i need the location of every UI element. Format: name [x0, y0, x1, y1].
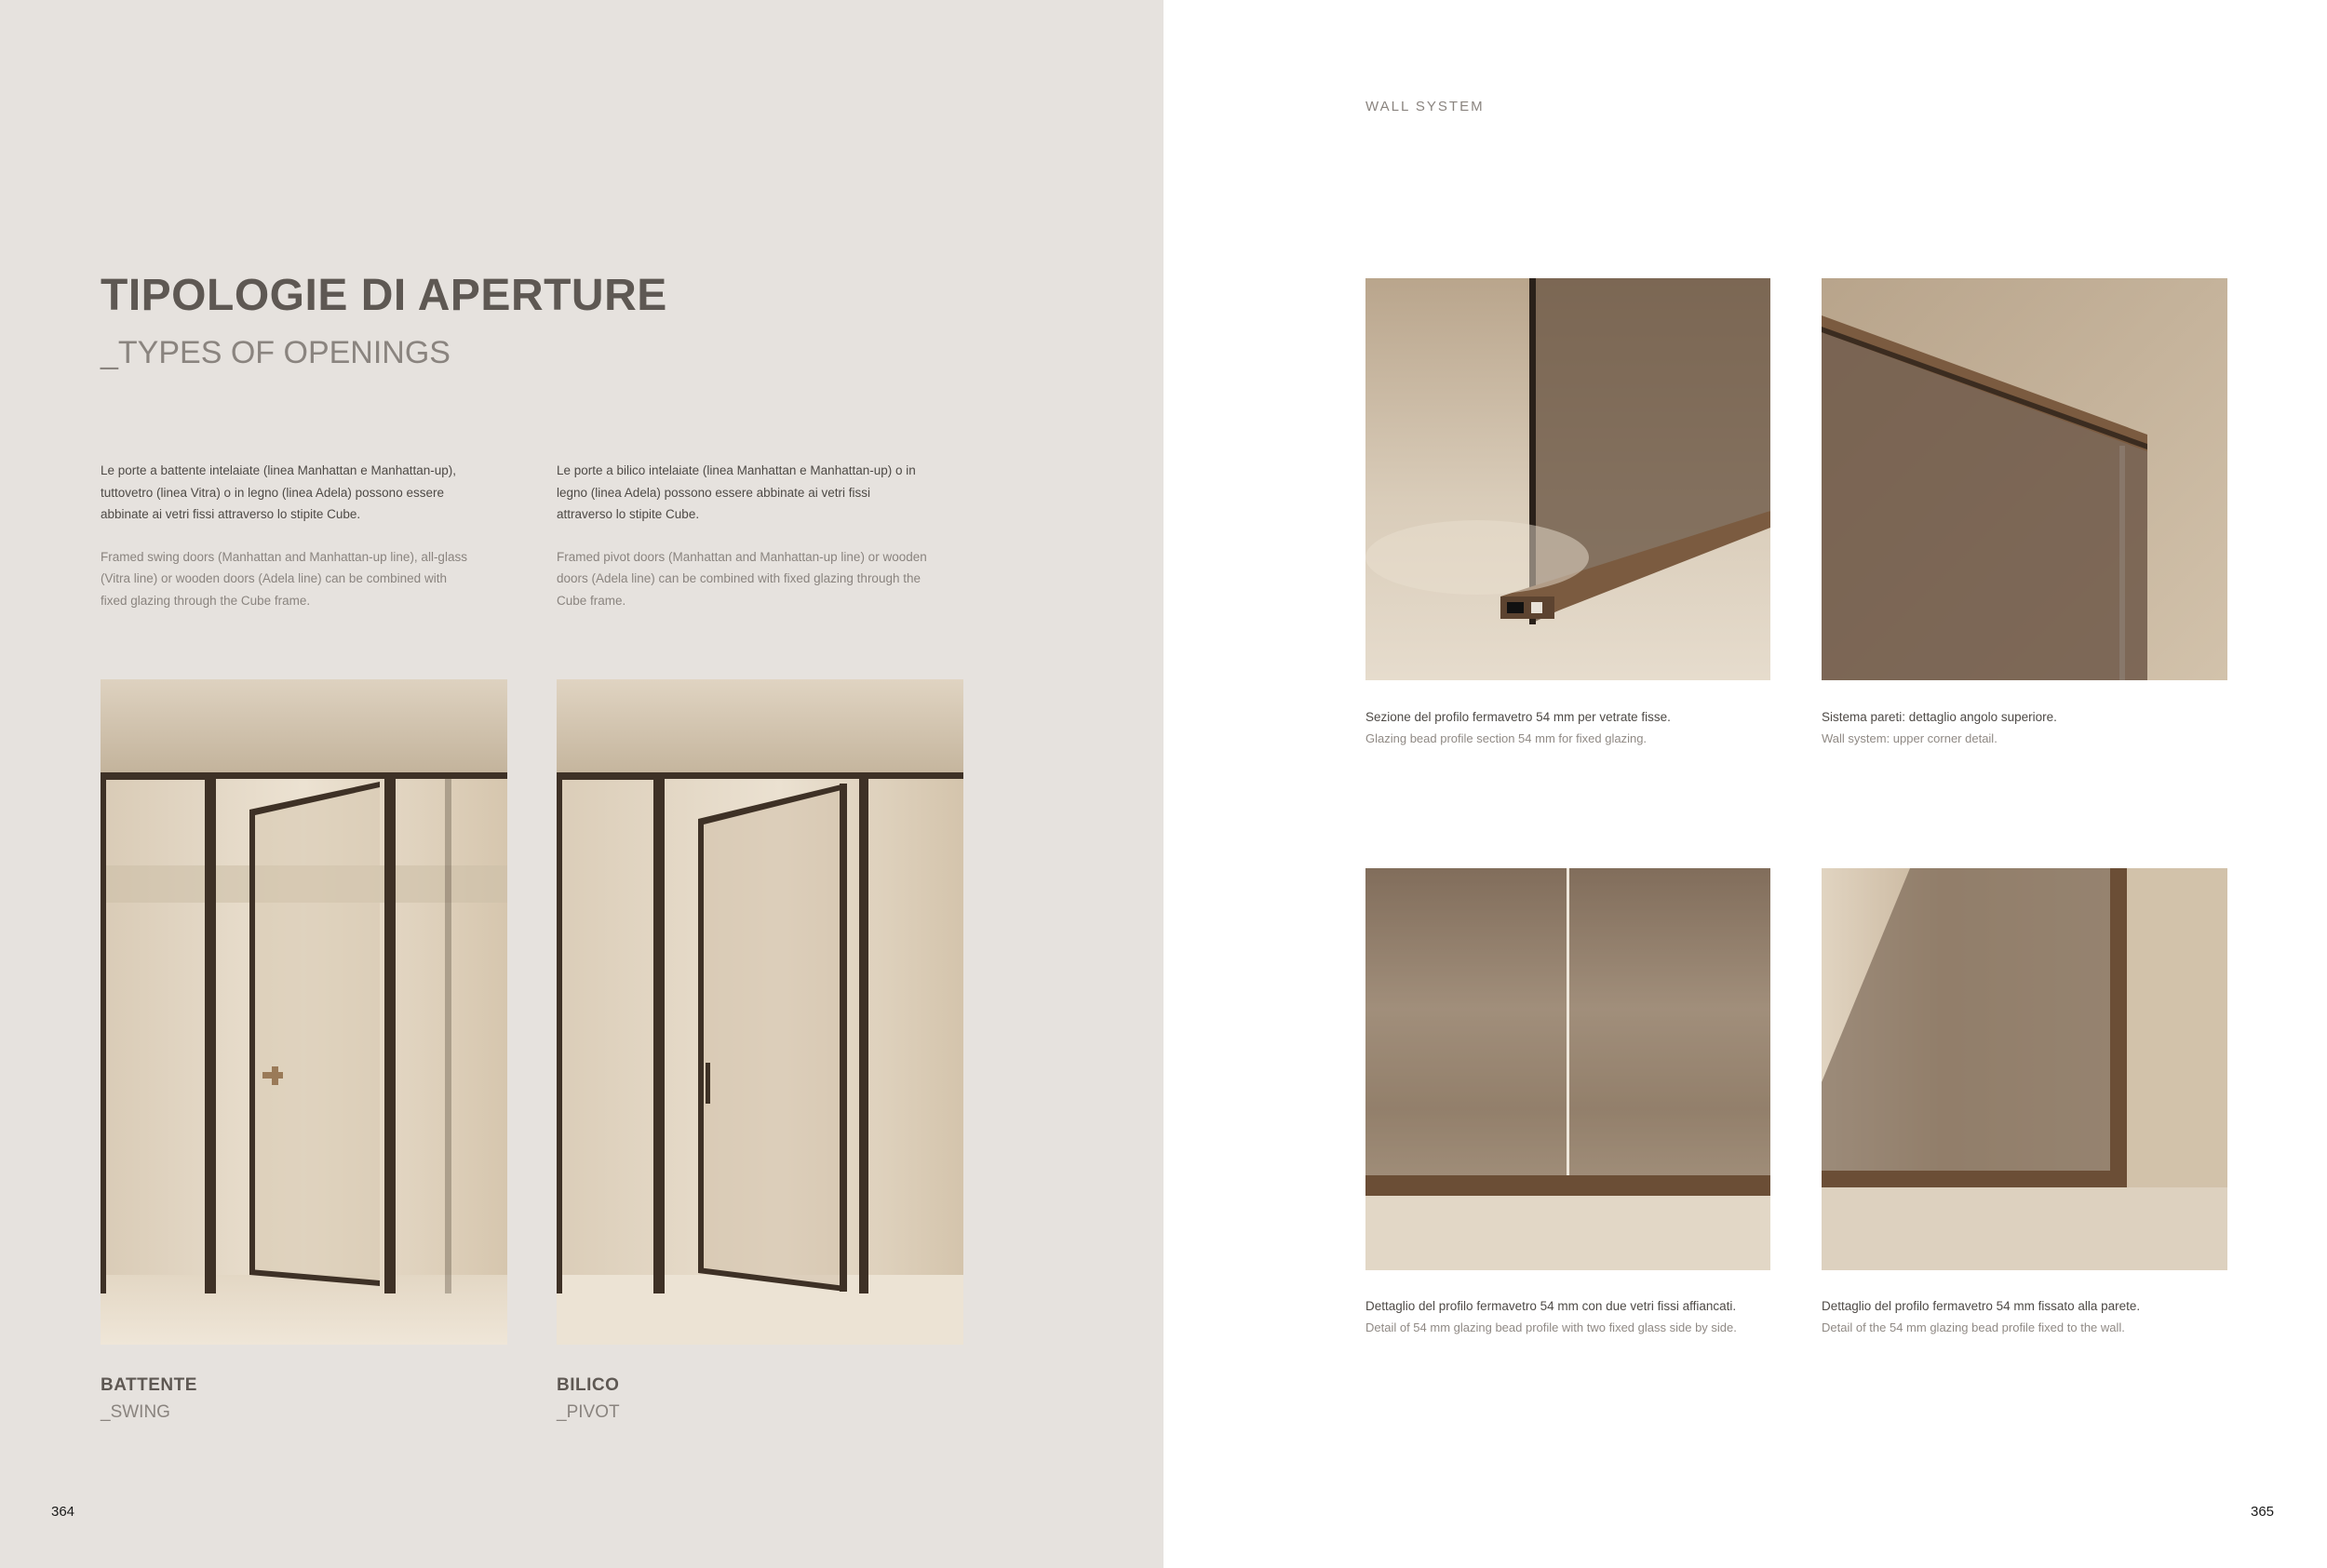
detail-caption-3	[1365, 1296, 1775, 1338]
detail-caption-1-en: Glazing bead profile section 54 mm for fixed glazing.	[1365, 731, 1648, 745]
profile-section-photo	[1365, 278, 1770, 680]
page-subtitle: _TYPES OF OPENINGS	[101, 335, 451, 370]
detail-caption-1	[1365, 707, 1775, 749]
pivot-sublabel: _PIVOT	[557, 1402, 620, 1422]
detail-caption-1-it: Sezione del profilo fermavetro 54 mm per vetrate fisse.	[1365, 710, 1671, 724]
pivot-description-en: Framed pivot doors (Manhattan and Manhattan-up line) or wooden doors (Adela line) can be combined with fixed glazing through the Cube frame.	[557, 549, 927, 608]
swing-description-en: Framed swing doors (Manhattan and Manhattan-up line), all-glass (Vitra line) or wooden doors (Adela line) can be combined with fixed glazing through the Cube frame.	[101, 549, 467, 608]
pivot-label: BILICO	[557, 1375, 620, 1395]
pivot-door-photo	[557, 679, 963, 1345]
swing-sublabel: _SWING	[101, 1402, 170, 1422]
detail-caption-4-en: Detail of the 54 mm glazing bead profile fixed to the wall.	[1822, 1320, 2125, 1334]
two-glass-photo	[1365, 868, 1770, 1270]
swing-door-photo	[101, 679, 507, 1345]
detail-caption-3-en: Detail of 54 mm glazing bead profile with two fixed glass side by side.	[1365, 1320, 1737, 1334]
page-number-left: 364	[51, 1504, 75, 1520]
detail-caption-4	[1822, 1296, 2231, 1338]
wall-fixing-photo	[1822, 868, 2227, 1270]
detail-caption-4-it: Dettaglio del profilo fermavetro 54 mm fissato alla parete.	[1822, 1299, 2141, 1313]
pivot-description	[557, 460, 929, 611]
swing-description-it: Le porte a battente intelaiate (linea Manhattan e Manhattan-up), tuttovetro (linea Vitra) o in legno (linea Adela) possono essere abbinate ai vetri fissi attraverso lo stipite Cube.	[101, 463, 457, 521]
detail-caption-3-it: Dettaglio del profilo fermavetro 54 mm con due vetri fissi affiancati.	[1365, 1299, 1737, 1313]
detail-caption-2-it: Sistema pareti: dettaglio angolo superiore.	[1822, 710, 2057, 724]
detail-caption-2	[1822, 707, 2231, 749]
page-number-right: 365	[2251, 1504, 2275, 1520]
swing-label: BATTENTE	[101, 1375, 197, 1395]
upper-corner-photo	[1822, 278, 2227, 680]
section-label: WALL SYSTEM	[1365, 99, 1485, 114]
pivot-description-it: Le porte a bilico intelaiate (linea Manhattan e Manhattan-up) o in legno (linea Adela) possono essere abbinate ai vetri fissi attraverso lo stipite Cube.	[557, 463, 916, 521]
page-title: TIPOLOGIE DI APERTURE	[101, 271, 667, 320]
swing-description	[101, 460, 473, 611]
detail-caption-2-en: Wall system: upper corner detail.	[1822, 731, 1997, 745]
